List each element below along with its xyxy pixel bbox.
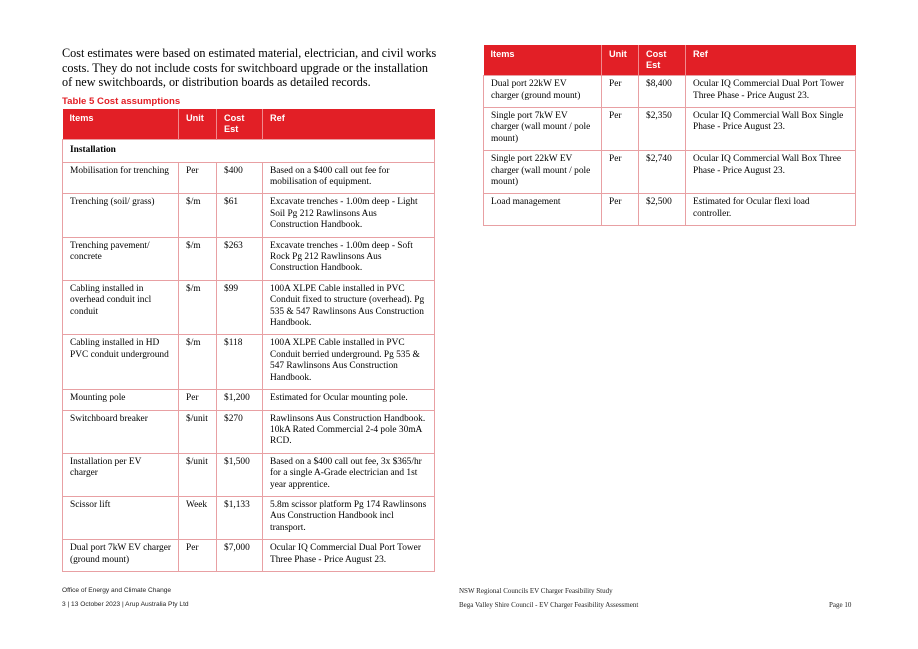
cost-assumptions-table-continued [483,45,856,226]
cell-ref: Estimated for Ocular mounting pole. [263,390,435,410]
footer-date-company: 3 | 13 October 2023 | Arup Australia Pty Ltd [62,601,189,608]
footer-client: Office of Energy and Climate Change [62,587,172,594]
cell-item: Mounting pole [63,390,179,410]
header-cost-est: Cost Est [217,109,263,140]
cell-item: Dual port 7kW EV charger (ground mount) [63,540,179,572]
cell-item: Mobilisation for trenching [63,162,179,194]
cell-cost: $1,133 [217,496,263,539]
cell-cost: $2,500 [639,194,686,226]
cell-ref: Based on a $400 call out fee, 3x $365/hr for a single A-Grade electrician and 1st year apprentice. [263,453,435,496]
cell-item: Trenching pavement/ concrete [63,237,179,280]
header-unit: Unit [179,109,217,140]
cell-item: Cabling installed in HD PVC conduit underground [63,335,179,390]
table-row [484,151,856,194]
cell-cost: $7,000 [217,540,263,572]
cell-unit: Per [602,108,639,151]
cell-cost: $61 [217,194,263,237]
cell-ref: 100A XLPE Cable installed in PVC Conduit berried underground. Pg 535 & 547 Rawlinsons Aus Construction Handbook. [263,335,435,390]
section-installation: Installation [63,140,435,162]
table-row [63,162,435,194]
table-row [63,390,435,410]
header-unit: Unit [602,45,639,76]
cell-ref: Ocular IQ Commercial Wall Box Single Phase - Price August 23. [686,108,856,151]
cell-item: Cabling installed in overhead conduit incl conduit [63,280,179,335]
cell-unit: Per [179,540,217,572]
cell-item: Installation per EV charger [63,453,179,496]
cell-ref: Ocular IQ Commercial Dual Port Tower Three Phase - Price August 23. [263,540,435,572]
table-row [484,108,856,151]
table-row [63,453,435,496]
cell-unit: $/m [179,335,217,390]
cell-ref: Rawlinsons Aus Construction Handbook. 10kA Rated Commercial 2-4 pole 30mA RCD. [263,410,435,453]
cell-item: Single port 7kW EV charger (wall mount / pole mount) [484,108,602,151]
footer-page-number: Page 10 [829,601,852,609]
cell-ref: 5.8m scissor platform Pg 174 Rawlinsons Aus Construction Handbook incl transport. [263,496,435,539]
table-row [484,76,856,108]
table-row [63,194,435,237]
header-cost-est: Cost Est [639,45,686,76]
cell-cost: $2,350 [639,108,686,151]
header-ref: Ref [686,45,856,76]
cell-cost: $1,200 [217,390,263,410]
cell-cost: $1,500 [217,453,263,496]
cell-cost: $99 [217,280,263,335]
footer-study-title: NSW Regional Councils EV Charger Feasibility Study [459,587,613,595]
footer-assessment-title: Bega Valley Shire Council - EV Charger Feasibility Assessment [459,601,639,609]
cell-cost: $400 [217,162,263,194]
header-ref: Ref [263,109,435,140]
cell-item: Load management [484,194,602,226]
cell-item: Dual port 22kW EV charger (ground mount) [484,76,602,108]
section-row [63,140,435,162]
cell-cost: $2,740 [639,151,686,194]
cell-item: Trenching (soil/ grass) [63,194,179,237]
cell-unit: Per [179,390,217,410]
cell-ref: Estimated for Ocular flexi load controller. [686,194,856,226]
table-row [63,237,435,280]
cost-assumptions-table [62,109,435,572]
cell-unit: $/m [179,237,217,280]
table-header-row [63,109,435,140]
cell-ref: Based on a $400 call out fee for mobilisation of equipment. [263,162,435,194]
cell-unit: Per [602,76,639,108]
table-row [63,335,435,390]
table-header-row [484,45,856,76]
cell-unit: Per [602,151,639,194]
cell-unit: $/m [179,280,217,335]
intro-paragraph: Cost estimates were based on estimated material, electrician, and civil works costs. They do not include costs for switchboard upgrade or the installation of new switchboards, or distribution boards as detailed records. [62,46,437,90]
cell-ref: Excavate trenches - 1.00m deep - Light Soil Pg 212 Rawlinsons Aus Construction Handbook. [263,194,435,237]
table-caption: Table 5 Cost assumptions [62,96,181,107]
cell-unit: Week [179,496,217,539]
table-row [63,540,435,572]
cell-item: Scissor lift [63,496,179,539]
table-row [63,280,435,335]
cell-item: Single port 22kW EV charger (wall mount / pole mount) [484,151,602,194]
table-row [63,410,435,453]
cell-ref: Ocular IQ Commercial Dual Port Tower Three Phase - Price August 23. [686,76,856,108]
cell-ref: Ocular IQ Commercial Wall Box Three Phase - Price August 23. [686,151,856,194]
cell-cost: $270 [217,410,263,453]
cell-item: Switchboard breaker [63,410,179,453]
table-row [63,496,435,539]
header-items: Items [484,45,602,76]
cell-unit: $/unit [179,453,217,496]
cell-ref: Excavate trenches - 1.00m deep - Soft Rock Pg 212 Rawlinsons Aus Construction Handbook. [263,237,435,280]
cell-cost: $118 [217,335,263,390]
cell-ref: 100A XLPE Cable installed in PVC Conduit fixed to structure (overhead). Pg 535 & 547 Rawlinsons Aus Construction Handbook. [263,280,435,335]
cell-unit: Per [602,194,639,226]
header-items: Items [63,109,179,140]
cell-cost: $8,400 [639,76,686,108]
cell-unit: $/m [179,194,217,237]
cell-unit: $/unit [179,410,217,453]
cell-cost: $263 [217,237,263,280]
table-row [484,194,856,226]
cell-unit: Per [179,162,217,194]
